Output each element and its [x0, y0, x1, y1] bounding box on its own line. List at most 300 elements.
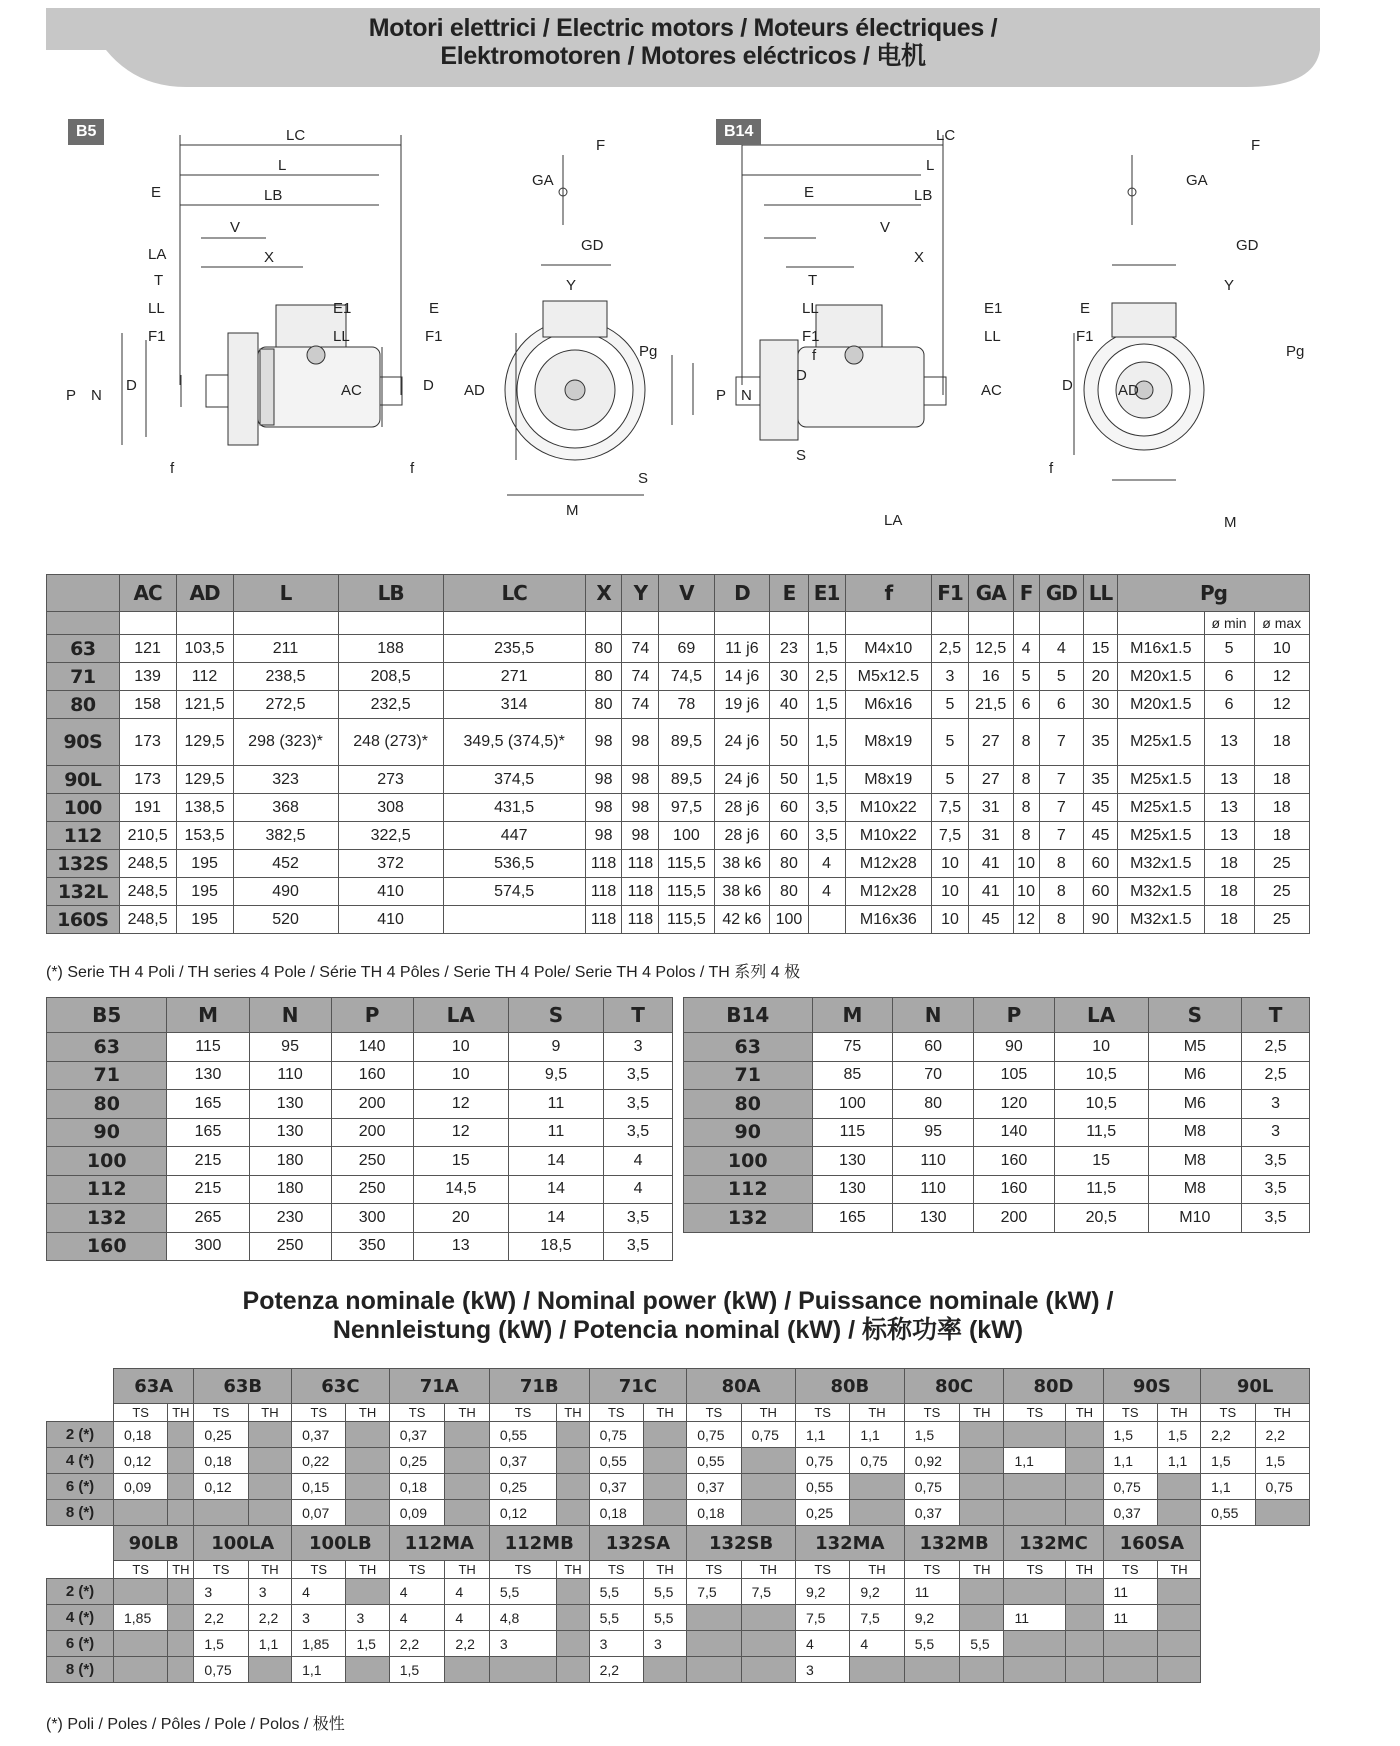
power-value: 0,92	[904, 1448, 960, 1474]
th-header: TH	[1157, 1404, 1200, 1422]
svg-text:LA: LA	[148, 246, 167, 263]
table-cell: 20	[1084, 663, 1118, 691]
column-header: F1	[932, 575, 969, 612]
power-value	[960, 1605, 1004, 1631]
table-cell: M6	[1148, 1061, 1242, 1090]
table-cell: M10x22	[845, 794, 932, 822]
power-value	[168, 1448, 194, 1474]
svg-text:S: S	[638, 470, 649, 487]
power-value: 0,18	[589, 1500, 643, 1526]
power-value	[1066, 1500, 1103, 1526]
corner-cell	[47, 1369, 114, 1422]
power-value: 0,75	[1103, 1474, 1157, 1500]
table-cell: 322,5	[338, 822, 443, 850]
power-value: 2,2	[1201, 1422, 1255, 1448]
table-cell: 323	[233, 766, 338, 794]
power-value: 1,5	[346, 1631, 389, 1657]
table-cell: 16	[968, 663, 1013, 691]
table-cell: M8	[1148, 1147, 1242, 1176]
column-header: P	[974, 998, 1055, 1033]
table-cell: 1,5	[808, 691, 845, 719]
power-value: 5,5	[904, 1631, 960, 1657]
svg-text:E: E	[804, 184, 815, 201]
power-value: 2,2	[389, 1631, 445, 1657]
svg-text:f: f	[1049, 460, 1054, 477]
table-cell: M32x1.5	[1118, 906, 1205, 934]
table-cell: 195	[176, 850, 233, 878]
table-cell: 6	[1039, 691, 1083, 719]
model-header: 112MB	[489, 1526, 589, 1561]
ts-header: TS	[904, 1561, 960, 1579]
table-cell: 3	[1242, 1090, 1310, 1119]
power-value	[557, 1474, 589, 1500]
model-header: 71B	[489, 1369, 589, 1404]
power-value: 5,5	[489, 1579, 556, 1605]
power-value	[557, 1500, 589, 1526]
table-cell: 42 k6	[714, 906, 770, 934]
table-cell: 50	[770, 719, 808, 766]
ts-header: TS	[1201, 1404, 1255, 1422]
table-cell: 14	[508, 1147, 603, 1176]
motor-size: 112	[47, 822, 120, 850]
model-header: 63B	[194, 1369, 292, 1404]
table-cell: 18,5	[508, 1232, 603, 1261]
table-cell: 5	[1204, 635, 1254, 663]
svg-text:AC: AC	[341, 382, 362, 399]
power-value	[248, 1474, 291, 1500]
table-cell: 98	[585, 794, 622, 822]
table-cell: 24 j6	[714, 766, 770, 794]
table-cell: 12	[413, 1090, 508, 1119]
power-value	[1157, 1605, 1200, 1631]
power-value	[687, 1657, 741, 1683]
pg-max-header: ø max	[1254, 612, 1310, 635]
power-value	[643, 1500, 686, 1526]
power-value	[168, 1500, 194, 1526]
table-cell: 12	[1254, 663, 1310, 691]
sub-header-empty	[585, 612, 622, 635]
table-cell: 129,5	[176, 766, 233, 794]
sub-header-empty	[968, 612, 1013, 635]
table-cell: 3	[604, 1033, 673, 1062]
table-cell: 130	[893, 1204, 974, 1233]
table-cell: M8	[1148, 1118, 1242, 1147]
table-cell: M32x1.5	[1118, 878, 1205, 906]
power-value: 2,2	[194, 1605, 248, 1631]
table-cell: 8	[1013, 794, 1039, 822]
svg-text:LB: LB	[914, 187, 933, 204]
table-cell: 85	[812, 1061, 893, 1090]
power-value	[1004, 1474, 1066, 1500]
power-value: 0,37	[589, 1474, 643, 1500]
table-cell: M8	[1148, 1175, 1242, 1204]
table-cell: 115	[167, 1033, 249, 1062]
motor-size: 80	[47, 691, 120, 719]
motor-dimension-drawings	[46, 115, 1320, 560]
table-cell: 314	[443, 691, 585, 719]
table-cell: 13	[1204, 822, 1254, 850]
table-cell: 45	[1084, 822, 1118, 850]
table-cell: 25	[1254, 878, 1310, 906]
power-value	[1103, 1631, 1157, 1657]
power-value	[960, 1500, 1004, 1526]
svg-text:M: M	[566, 502, 579, 519]
model-header: 80D	[1004, 1369, 1103, 1404]
svg-text:V: V	[880, 219, 891, 236]
column-header: M	[812, 998, 893, 1033]
power-value	[445, 1500, 489, 1526]
th-header: TH	[1066, 1561, 1103, 1579]
motor-size: 63	[47, 635, 120, 663]
power-value: 0,75	[687, 1422, 741, 1448]
th-header: TH	[960, 1404, 1004, 1422]
column-header: AC	[119, 575, 176, 612]
th-header: TH	[346, 1404, 389, 1422]
power-value: 9,2	[795, 1579, 849, 1605]
power-value: 0,18	[687, 1500, 741, 1526]
table-cell: 11	[508, 1118, 603, 1147]
table-cell: 24 j6	[714, 719, 770, 766]
svg-text:LL: LL	[984, 328, 1001, 345]
b14-front-view	[1074, 155, 1204, 480]
table-cell	[443, 906, 585, 934]
power-value: 5,5	[589, 1579, 643, 1605]
table-cell: 18	[1204, 906, 1254, 934]
table-cell: 272,5	[233, 691, 338, 719]
power-value	[346, 1448, 389, 1474]
table-row	[47, 766, 1310, 794]
b14-label: B14	[716, 119, 761, 145]
power-value: 9,2	[850, 1579, 904, 1605]
table-cell: 250	[331, 1147, 413, 1176]
table-cell: 60	[1084, 878, 1118, 906]
power-value: 1,5	[904, 1422, 960, 1448]
b5-flange-table	[46, 997, 673, 1261]
table-cell: 80	[585, 663, 622, 691]
power-value: 0,18	[389, 1474, 445, 1500]
dimensions-table	[46, 574, 1310, 934]
sub-header-empty	[443, 612, 585, 635]
power-value: 2,2	[589, 1657, 643, 1683]
power-value: 2,2	[248, 1605, 291, 1631]
table-row	[47, 1474, 1310, 1500]
power-title-line-2: Nennleistung (kW) / Potencia nominal (kW) / 标称功率 (kW)	[332, 1316, 1024, 1344]
table-cell: 98	[622, 719, 659, 766]
table-cell: 10	[932, 878, 969, 906]
table-cell: 9,5	[508, 1061, 603, 1090]
table-cell: 100	[812, 1090, 893, 1119]
svg-text:LC: LC	[936, 127, 956, 144]
motor-size: 63	[684, 1033, 813, 1062]
th-header: TH	[168, 1404, 194, 1422]
motor-size: 100	[684, 1147, 813, 1176]
table-cell: 3,5	[808, 822, 845, 850]
svg-text:LL: LL	[333, 328, 350, 345]
power-value	[557, 1579, 589, 1605]
power-value	[557, 1631, 589, 1657]
table-cell: 3	[1242, 1118, 1310, 1147]
table-cell: 3,5	[1242, 1175, 1310, 1204]
motor-size: 90	[684, 1118, 813, 1147]
table-row	[47, 1579, 1310, 1605]
table-cell: 350	[331, 1232, 413, 1261]
th-header: TH	[445, 1561, 489, 1579]
table-cell: 211	[233, 635, 338, 663]
power-value: 1,1	[292, 1657, 346, 1683]
table-cell: 2,5	[1242, 1061, 1310, 1090]
table-cell: 13	[1204, 794, 1254, 822]
power-value	[1066, 1422, 1103, 1448]
power-value	[1066, 1448, 1103, 1474]
svg-text:E: E	[429, 300, 440, 317]
column-header: E1	[808, 575, 845, 612]
poles-label: 4 (*)	[47, 1605, 114, 1631]
table-cell: 273	[338, 766, 443, 794]
table-cell: 98	[585, 766, 622, 794]
svg-text:F: F	[596, 137, 606, 154]
column-header: LB	[338, 575, 443, 612]
th-header: TH	[1157, 1561, 1200, 1579]
table-cell: 140	[331, 1033, 413, 1062]
table-cell: 105	[974, 1061, 1055, 1090]
table-cell: 45	[1084, 794, 1118, 822]
th-header: TH	[1255, 1404, 1309, 1422]
column-header: LA	[1054, 998, 1148, 1033]
model-header: 132MB	[904, 1526, 1004, 1561]
motor-size: 112	[47, 1175, 167, 1204]
table-cell: 452	[233, 850, 338, 878]
table-cell: 95	[893, 1118, 974, 1147]
table-cell: M25x1.5	[1118, 766, 1205, 794]
table-cell: 35	[1084, 766, 1118, 794]
column-header: Pg	[1118, 575, 1310, 612]
power-value: 4	[850, 1631, 904, 1657]
power-value: 3	[489, 1631, 556, 1657]
table-cell: 4	[1013, 635, 1039, 663]
svg-text:T: T	[154, 272, 164, 289]
table-cell: 374,5	[443, 766, 585, 794]
table-cell: 115	[812, 1118, 893, 1147]
svg-text:E1: E1	[333, 300, 352, 317]
table-cell: 31	[968, 822, 1013, 850]
power-value	[1066, 1631, 1103, 1657]
power-value: 4	[445, 1605, 489, 1631]
power-value	[687, 1631, 741, 1657]
power-value: 0,09	[389, 1500, 445, 1526]
table-cell: 165	[167, 1118, 249, 1147]
table-cell: 110	[893, 1175, 974, 1204]
sub-header-empty	[659, 612, 714, 635]
table-cell: 300	[167, 1232, 249, 1261]
power-value: 0,25	[795, 1500, 849, 1526]
power-value: 0,75	[589, 1422, 643, 1448]
power-value	[346, 1579, 389, 1605]
power-value	[741, 1631, 795, 1657]
ts-header: TS	[389, 1561, 445, 1579]
table-cell: 118	[585, 850, 622, 878]
power-value	[1157, 1631, 1200, 1657]
table-cell: 130	[249, 1118, 331, 1147]
power-value: 1,5	[1255, 1448, 1309, 1474]
table-cell: 118	[585, 906, 622, 934]
power-value: 0,12	[114, 1448, 168, 1474]
table-cell: M12x28	[845, 850, 932, 878]
power-value: 0,55	[489, 1422, 556, 1448]
table-cell: 110	[249, 1061, 331, 1090]
column-header: B5	[47, 998, 167, 1033]
table-cell: 6	[1204, 691, 1254, 719]
power-value	[741, 1474, 795, 1500]
power-value	[643, 1474, 686, 1500]
model-header: 90L	[1201, 1369, 1310, 1404]
table-cell: 271	[443, 663, 585, 691]
power-value: 0,12	[489, 1500, 556, 1526]
table-cell: 60	[893, 1033, 974, 1062]
power-value: 1,5	[194, 1631, 248, 1657]
table-cell: 11,5	[1054, 1118, 1148, 1147]
table-cell: 115,5	[659, 850, 714, 878]
table-cell: 15	[413, 1147, 508, 1176]
table-cell: 95	[249, 1033, 331, 1062]
ts-header: TS	[194, 1561, 248, 1579]
table-cell: M4x10	[845, 635, 932, 663]
table-cell: 7	[1039, 794, 1083, 822]
table-row	[47, 1061, 673, 1090]
table-cell: 18	[1254, 822, 1310, 850]
svg-text:LB: LB	[264, 187, 283, 204]
power-value	[1103, 1657, 1157, 1683]
poles-label: 2 (*)	[47, 1579, 114, 1605]
power-value: 5,5	[589, 1605, 643, 1631]
table-cell: 15	[1054, 1147, 1148, 1176]
table-cell: 18	[1254, 794, 1310, 822]
svg-text:AD: AD	[464, 382, 485, 399]
table-cell: 130	[167, 1061, 249, 1090]
ts-header: TS	[795, 1404, 849, 1422]
power-value	[1157, 1657, 1200, 1683]
sub-header-empty	[622, 612, 659, 635]
table-cell: M20x1.5	[1118, 691, 1205, 719]
motor-size: 71	[47, 663, 120, 691]
sub-header-empty	[932, 612, 969, 635]
power-value	[850, 1657, 904, 1683]
power-value	[346, 1500, 389, 1526]
table-cell: 89,5	[659, 719, 714, 766]
svg-text:AC: AC	[981, 382, 1002, 399]
table-row	[47, 1232, 673, 1261]
power-value	[960, 1448, 1004, 1474]
table-cell: 1,5	[808, 766, 845, 794]
table-cell: 78	[659, 691, 714, 719]
column-header: Y	[622, 575, 659, 612]
svg-text:f: f	[812, 347, 817, 364]
svg-text:E1: E1	[984, 300, 1003, 317]
power-value: 1,1	[248, 1631, 291, 1657]
table-cell: 447	[443, 822, 585, 850]
th-header: TH	[248, 1561, 291, 1579]
power-value	[741, 1605, 795, 1631]
svg-text:F1: F1	[802, 328, 820, 345]
power-value: 2,2	[445, 1631, 489, 1657]
power-title-line-1: Potenza nominale (kW) / Nominal power (kW) / Puissance nominale (kW) /	[242, 1287, 1114, 1315]
ts-header: TS	[292, 1404, 346, 1422]
power-value	[194, 1500, 248, 1526]
table-cell: 195	[176, 906, 233, 934]
svg-text:F1: F1	[425, 328, 443, 345]
table-row	[47, 1657, 1310, 1683]
table-cell: 250	[249, 1232, 331, 1261]
power-value: 0,37	[389, 1422, 445, 1448]
table-cell: 215	[167, 1175, 249, 1204]
table-cell: 25	[1254, 906, 1310, 934]
svg-text:E: E	[1080, 300, 1091, 317]
table-cell: 10,5	[1054, 1090, 1148, 1119]
column-header: B14	[684, 998, 813, 1033]
power-value: 0,25	[389, 1448, 445, 1474]
power-value	[445, 1657, 489, 1683]
power-value: 1,1	[1004, 1448, 1066, 1474]
power-value	[168, 1657, 194, 1683]
table-cell: 191	[119, 794, 176, 822]
table-row	[47, 691, 1310, 719]
table-cell: 100	[659, 822, 714, 850]
svg-text:P: P	[716, 387, 727, 404]
power-value: 11	[1103, 1605, 1157, 1631]
table-cell: 574,5	[443, 878, 585, 906]
power-value	[1066, 1657, 1103, 1683]
power-value	[248, 1657, 291, 1683]
table-cell: 160	[331, 1061, 413, 1090]
power-value: 0,18	[114, 1422, 168, 1448]
table-cell: 173	[119, 719, 176, 766]
table-cell: M10	[1148, 1204, 1242, 1233]
column-header: V	[659, 575, 714, 612]
table-cell: M25x1.5	[1118, 719, 1205, 766]
table-cell: 80	[770, 878, 808, 906]
table-cell: M12x28	[845, 878, 932, 906]
svg-text:F: F	[1251, 137, 1261, 154]
model-header: 90S	[1103, 1369, 1201, 1404]
ts-header: TS	[114, 1561, 168, 1579]
ts-header: TS	[194, 1404, 248, 1422]
table-cell: 7	[1039, 719, 1083, 766]
poles-label: 8 (*)	[47, 1657, 114, 1683]
power-value: 7,5	[741, 1579, 795, 1605]
svg-text:N: N	[91, 387, 102, 404]
column-header: L	[233, 575, 338, 612]
svg-text:Pg: Pg	[1286, 343, 1305, 360]
power-value	[1066, 1579, 1103, 1605]
table-row	[684, 1175, 1310, 1204]
power-value: 0,37	[904, 1500, 960, 1526]
table-cell: 3,5	[604, 1118, 673, 1147]
svg-text:D: D	[1062, 377, 1073, 394]
th-header: TH	[557, 1404, 589, 1422]
power-value	[168, 1474, 194, 1500]
table-cell: M32x1.5	[1118, 850, 1205, 878]
table-cell: 18	[1204, 878, 1254, 906]
table-cell: M6	[1148, 1090, 1242, 1119]
poles-label: 6 (*)	[47, 1631, 114, 1657]
table-cell: 4	[808, 878, 845, 906]
table-cell: 130	[249, 1090, 331, 1119]
motor-size: 160S	[47, 906, 120, 934]
th-header: TH	[741, 1404, 795, 1422]
column-header: S	[1148, 998, 1242, 1033]
table-cell: 74	[622, 663, 659, 691]
power-value: 4	[445, 1579, 489, 1605]
model-header: 90LB	[114, 1526, 194, 1561]
